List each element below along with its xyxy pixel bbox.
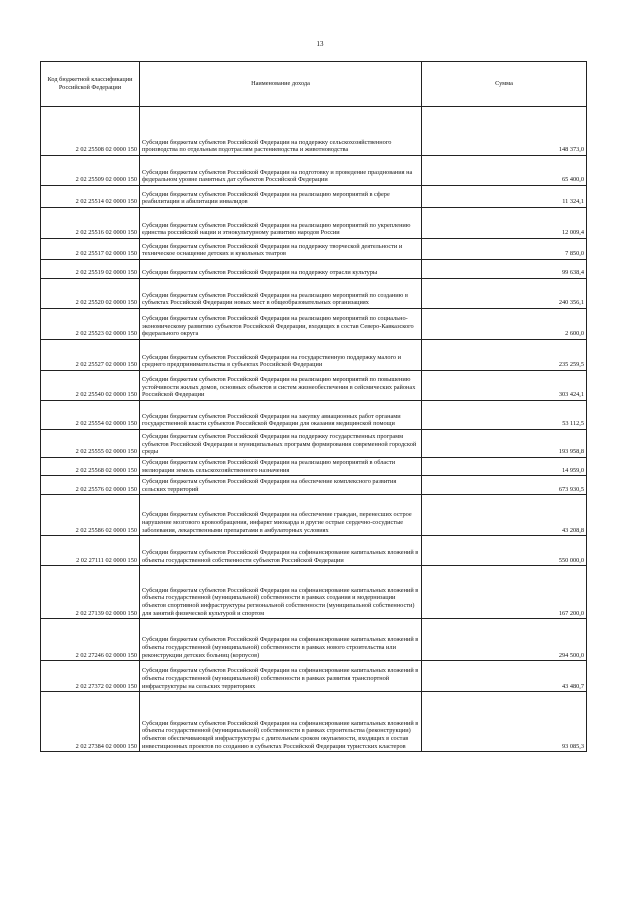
table-row bbox=[41, 619, 587, 661]
budget-code: 2 02 25576 02 0000 150 bbox=[41, 476, 140, 495]
revenue-name: Субсидии бюджетам субъектов Российской Федерации на реализацию мероприятий по повышению устойчивости жилых домов, основных объектов и систем жизнеобеспечения в сейсмических районах Российской Федерации bbox=[140, 371, 422, 401]
revenue-sum: 303 424,1 bbox=[422, 371, 587, 401]
budget-code: 2 02 25586 02 0000 150 bbox=[41, 495, 140, 536]
budget-code: 2 02 27111 02 0000 150 bbox=[41, 536, 140, 566]
table-row bbox=[41, 458, 587, 476]
budget-code: 2 02 25509 02 0000 150 bbox=[41, 156, 140, 186]
table-row bbox=[41, 186, 587, 208]
table-row bbox=[41, 536, 587, 566]
table-row bbox=[41, 156, 587, 186]
revenue-sum: 53 112,5 bbox=[422, 401, 587, 430]
budget-code: 2 02 25527 02 0000 150 bbox=[41, 340, 140, 371]
budget-code: 2 02 25540 02 0000 150 bbox=[41, 371, 140, 401]
revenue-name: Субсидии бюджетам субъектов Российской Федерации на реализацию мероприятий в области мелиорации земель сельскохозяйственного назначения bbox=[140, 458, 422, 476]
budget-code: 2 02 27372 02 0000 150 bbox=[41, 661, 140, 692]
budget-code: 2 02 25554 02 0000 150 bbox=[41, 401, 140, 430]
table-row bbox=[41, 279, 587, 309]
revenue-name: Субсидии бюджетам субъектов Российской Федерации на поддержку сельскохозяйственного производства по отдельным подотраслям растениеводства и животноводства bbox=[140, 107, 422, 156]
revenue-sum: 673 930,5 bbox=[422, 476, 587, 495]
budget-code: 2 02 25508 02 0000 150 bbox=[41, 107, 140, 156]
revenue-sum: 65 400,0 bbox=[422, 156, 587, 186]
revenue-sum: 240 356,1 bbox=[422, 279, 587, 309]
revenue-sum: 93 085,3 bbox=[422, 692, 587, 752]
budget-code: 2 02 25519 02 0000 150 bbox=[41, 260, 140, 279]
table-row bbox=[41, 566, 587, 619]
revenue-name: Субсидии бюджетам субъектов Российской Федерации на обеспечение комплексного развития сельских территорий bbox=[140, 476, 422, 495]
revenue-name: Субсидии бюджетам субъектов Российской Федерации на софинансирование капитальных вложений в объекты государственной (муниципальной) собственности в рамках строительства (реконструкции) объектов обеспечивающей инфраструктуры с длительным сроком окупаемости, входящих в состав инвестиционных проектов по созданию в субъектах Российской Федерации туристских кластеров bbox=[140, 692, 422, 752]
budget-revenue-table bbox=[40, 61, 587, 752]
revenue-name: Субсидии бюджетам субъектов Российской Федерации на закупку авиационных работ органами государственной власти субъектов Российской Федерации для оказания медицинской помощи bbox=[140, 401, 422, 430]
revenue-sum: 550 000,0 bbox=[422, 536, 587, 566]
revenue-name: Субсидии бюджетам субъектов Российской Федерации на обеспечение граждан, перенесших острое нарушение мозгового кровообращения, инфаркт миокарда и другие острые сердечно-сосудистые заболевания, лекарственными препаратами в амбулаторных условиях bbox=[140, 495, 422, 536]
revenue-name: Субсидии бюджетам субъектов Российской Федерации на реализацию мероприятий по социально-экономическому развитию субъектов Российской Федерации, входящих в состав Северо-Кавказского федерального округа bbox=[140, 309, 422, 340]
budget-code: 2 02 27384 02 0000 150 bbox=[41, 692, 140, 752]
table-row bbox=[41, 371, 587, 401]
revenue-name: Субсидии бюджетам субъектов Российской Федерации на софинансирование капитальных вложений в объекты государственной (муниципальной) собственности в рамках создания и модернизации объектов спортивной инфраструктуры региональной собственности (муниципальной собственности) для занятий физической культурой и спортом bbox=[140, 566, 422, 619]
revenue-sum: 12 009,4 bbox=[422, 208, 587, 239]
table-row bbox=[41, 495, 587, 536]
budget-code: 2 02 25516 02 0000 150 bbox=[41, 208, 140, 239]
revenue-sum: 2 600,0 bbox=[422, 309, 587, 340]
revenue-sum: 99 638,4 bbox=[422, 260, 587, 279]
revenue-sum: 14 959,0 bbox=[422, 458, 587, 476]
header-code: Код бюджетной классификации Российской Федерации bbox=[41, 62, 140, 107]
table-row bbox=[41, 340, 587, 371]
budget-code: 2 02 25514 02 0000 150 bbox=[41, 186, 140, 208]
table-row bbox=[41, 239, 587, 260]
revenue-name: Субсидии бюджетам субъектов Российской Федерации на поддержку творческой деятельности и техническое оснащение детских и кукольных театров bbox=[140, 239, 422, 260]
revenue-name: Субсидии бюджетам субъектов Российской Федерации на поддержку государственных программ субъектов Российской Федерации и муниципальных программ формирования современной городской среды bbox=[140, 430, 422, 458]
table-row bbox=[41, 661, 587, 692]
revenue-name: Субсидии бюджетам субъектов Российской Федерации на подготовку и проведение празднования на федеральном уровне памятных дат субъектов Российской Федерации bbox=[140, 156, 422, 186]
revenue-sum: 43 480,7 bbox=[422, 661, 587, 692]
table-row bbox=[41, 107, 587, 156]
revenue-sum: 167 200,0 bbox=[422, 566, 587, 619]
budget-code: 2 02 25568 02 0000 150 bbox=[41, 458, 140, 476]
revenue-sum: 7 850,0 bbox=[422, 239, 587, 260]
table-row bbox=[41, 309, 587, 340]
revenue-name: Субсидии бюджетам субъектов Российской Федерации на реализацию мероприятий в сфере реабилитации и абилитации инвалидов bbox=[140, 186, 422, 208]
revenue-name: Субсидии бюджетам субъектов Российской Федерации на реализацию мероприятий по укреплению единства российской нации и этнокультурному развитию народов России bbox=[140, 208, 422, 239]
budget-code: 2 02 27246 02 0000 150 bbox=[41, 619, 140, 661]
table-row bbox=[41, 260, 587, 279]
revenue-name: Субсидии бюджетам субъектов Российской Федерации на государственную поддержку малого и среднего предпринимательства в субъектах Российской Федерации bbox=[140, 340, 422, 371]
table-body bbox=[41, 107, 587, 752]
table-row bbox=[41, 401, 587, 430]
budget-code: 2 02 25520 02 0000 150 bbox=[41, 279, 140, 309]
budget-code: 2 02 25523 02 0000 150 bbox=[41, 309, 140, 340]
table-row bbox=[41, 692, 587, 752]
revenue-name: Субсидии бюджетам субъектов Российской Федерации на софинансирование капитальных вложений в объекты государственной собственности субъектов Российской Федерации bbox=[140, 536, 422, 566]
header-sum: Сумма bbox=[422, 62, 587, 107]
budget-code: 2 02 25555 02 0000 150 bbox=[41, 430, 140, 458]
table-header-row bbox=[41, 62, 587, 107]
revenue-sum: 294 500,0 bbox=[422, 619, 587, 661]
table-row bbox=[41, 208, 587, 239]
budget-code: 2 02 27139 02 0000 150 bbox=[41, 566, 140, 619]
page-number: 13 bbox=[316, 40, 324, 48]
table-row bbox=[41, 476, 587, 495]
revenue-sum: 11 324,1 bbox=[422, 186, 587, 208]
revenue-name: Субсидии бюджетам субъектов Российской Федерации на софинансирование капитальных вложений в объекты государственной (муниципальной) собственности в рамках нового строительства или реконструкции детских больниц (корпусов) bbox=[140, 619, 422, 661]
revenue-sum: 148 373,0 bbox=[422, 107, 587, 156]
revenue-sum: 235 259,5 bbox=[422, 340, 587, 371]
revenue-name: Субсидии бюджетам субъектов Российской Федерации на реализацию мероприятий по созданию в субъектах Российской Федерации новых мест в общеобразовательных организациях bbox=[140, 279, 422, 309]
revenue-sum: 193 958,8 bbox=[422, 430, 587, 458]
revenue-name: Субсидии бюджетам субъектов Российской Федерации на софинансирование капитальных вложений в объекты государственной (муниципальной) собственности в рамках развития транспортной инфраструктуры на сельских территориях bbox=[140, 661, 422, 692]
table-row bbox=[41, 430, 587, 458]
header-name: Наименование дохода bbox=[140, 62, 422, 107]
revenue-sum: 43 208,8 bbox=[422, 495, 587, 536]
budget-code: 2 02 25517 02 0000 150 bbox=[41, 239, 140, 260]
revenue-name: Субсидии бюджетам субъектов Российской Федерации на поддержку отрасли культуры bbox=[140, 260, 422, 279]
